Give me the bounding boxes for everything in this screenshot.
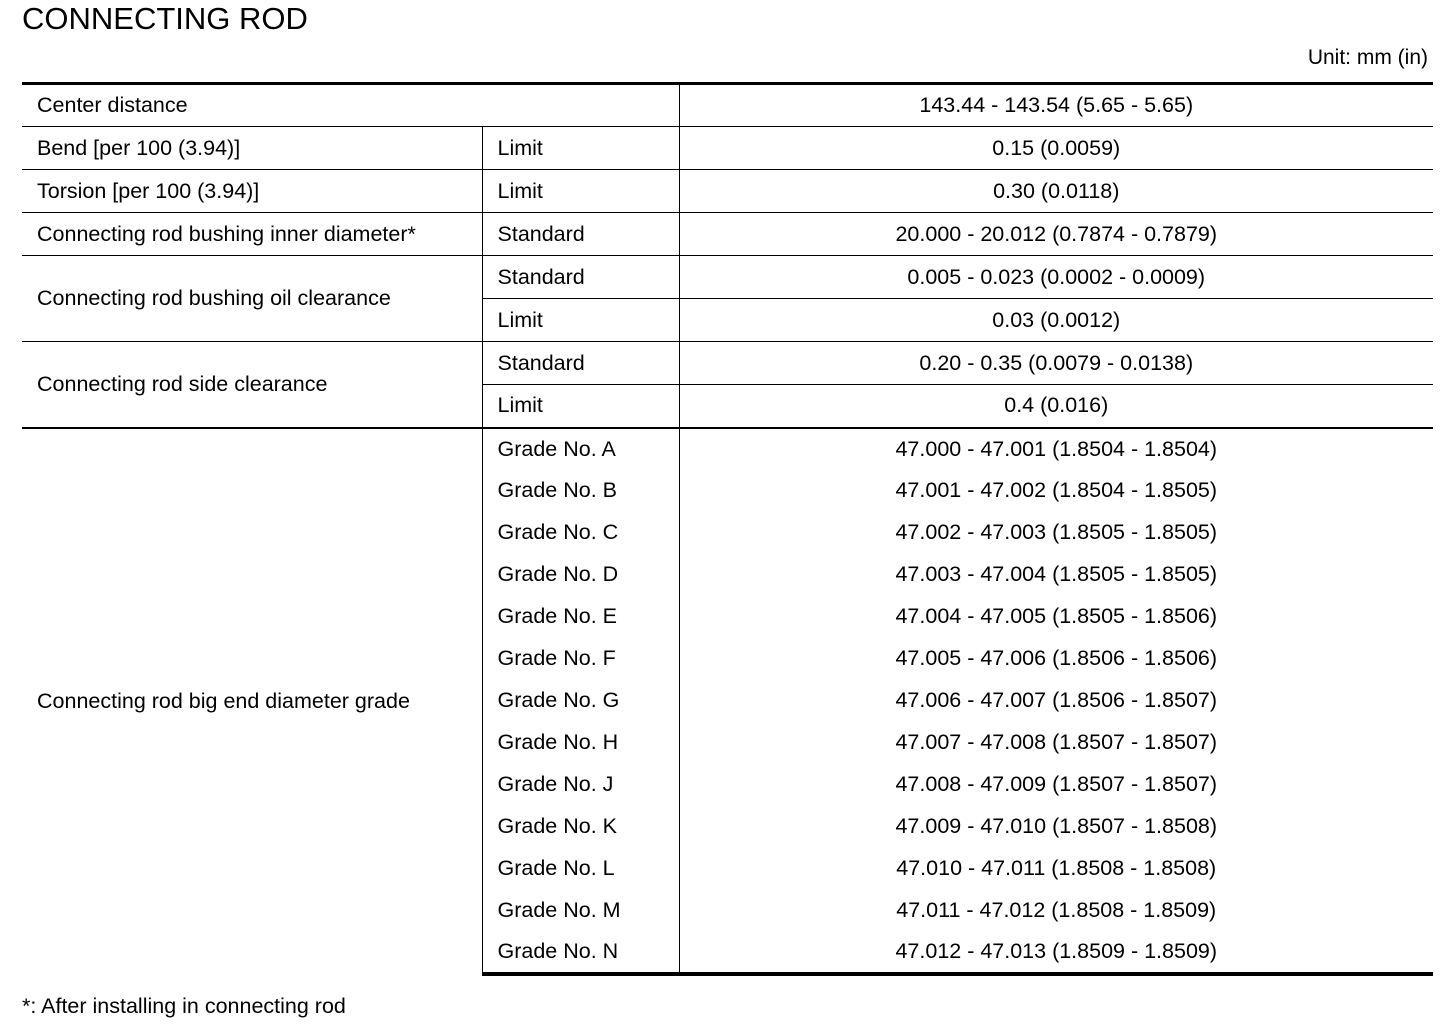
- grade-label: Grade No. N: [482, 932, 679, 974]
- table-row: [22, 256, 1433, 299]
- value-bushing-inner-diameter: 20.000 - 20.012 (0.7874 - 0.7879): [679, 213, 1433, 256]
- item-torsion: Torsion [per 100 (3.94)]: [22, 170, 482, 213]
- table-row: [22, 342, 1433, 385]
- grade-value: 47.008 - 47.009 (1.8507 - 1.8507): [895, 772, 1218, 796]
- table-row: [22, 213, 1433, 256]
- grade-label: Grade No. A: [482, 428, 679, 470]
- value-torsion: 0.30 (0.0118): [679, 170, 1433, 213]
- grade-value: 47.004 - 47.005 (1.8505 - 1.8506): [895, 604, 1218, 628]
- item-bushing-oil-clearance: Connecting rod bushing oil clearance: [22, 256, 482, 342]
- footnote: *: After installing in connecting rod: [22, 994, 346, 1018]
- unit-label: Unit: mm (in): [1307, 46, 1428, 69]
- table-row: [22, 84, 1433, 127]
- condition-side-clearance-standard: Standard: [482, 342, 679, 385]
- page-title: CONNECTING ROD: [22, 1, 308, 36]
- grade-label: Grade No. B: [482, 470, 679, 512]
- grade-value: 47.005 - 47.006 (1.8506 - 1.8506): [895, 646, 1218, 670]
- item-big-end-diameter-grade: Connecting rod big end diameter grade: [22, 428, 482, 974]
- grade-value: 47.009 - 47.010 (1.8507 - 1.8508): [895, 814, 1218, 838]
- value-side-clearance-standard: 0.20 - 0.35 (0.0079 - 0.0138): [679, 342, 1433, 385]
- table-row: [22, 428, 1433, 470]
- value-bushing-oil-clearance-standard: 0.005 - 0.023 (0.0002 - 0.0009): [679, 256, 1433, 299]
- grade-label: Grade No. K: [482, 806, 679, 848]
- grade-value: 47.010 - 47.011 (1.8508 - 1.8508): [896, 856, 1217, 880]
- grade-label: Grade No. D: [482, 554, 679, 596]
- item-bushing-inner-diameter: Connecting rod bushing inner diameter*: [22, 213, 482, 256]
- grade-label: Grade No. E: [482, 596, 679, 638]
- item-side-clearance: Connecting rod side clearance: [22, 342, 482, 428]
- table-row: [22, 170, 1433, 213]
- condition-torsion: Limit: [482, 170, 679, 213]
- table-row: [22, 127, 1433, 170]
- grade-value: 47.006 - 47.007 (1.8506 - 1.8507): [895, 688, 1218, 712]
- grade-value: 47.007 - 47.008 (1.8507 - 1.8507): [895, 730, 1218, 754]
- value-bend: 0.15 (0.0059): [679, 127, 1433, 170]
- grade-value: 47.002 - 47.003 (1.8505 - 1.8505): [895, 520, 1218, 544]
- value-center-distance: 143.44 - 143.54 (5.65 - 5.65): [679, 84, 1433, 127]
- condition-side-clearance-limit: Limit: [482, 385, 679, 428]
- grade-label: Grade No. C: [482, 512, 679, 554]
- connecting-rod-spec-table: [22, 82, 1433, 976]
- grade-value: 47.000 - 47.001 (1.8504 - 1.8504): [679, 428, 1433, 470]
- grade-value: 47.012 - 47.013 (1.8509 - 1.8509): [679, 932, 1433, 974]
- grade-value: 47.001 - 47.002 (1.8504 - 1.8505): [895, 478, 1218, 502]
- condition-bushing-oil-clearance-standard: Standard: [482, 256, 679, 299]
- value-bushing-oil-clearance-limit: 0.03 (0.0012): [679, 299, 1433, 342]
- value-side-clearance-limit: 0.4 (0.016): [679, 385, 1433, 428]
- condition-bend: Limit: [482, 127, 679, 170]
- grade-value: 47.011 - 47.012 (1.8508 - 1.8509): [896, 898, 1217, 922]
- condition-bushing-oil-clearance-limit: Limit: [482, 299, 679, 342]
- grade-label: Grade No. F: [482, 638, 679, 680]
- grade-label: Grade No. G: [482, 680, 679, 722]
- grade-label: Grade No. M: [482, 890, 679, 932]
- item-bend: Bend [per 100 (3.94)]: [22, 127, 482, 170]
- grade-label: Grade No. J: [482, 764, 679, 806]
- item-center-distance: Center distance: [22, 84, 679, 127]
- condition-bushing-inner-diameter: Standard: [482, 213, 679, 256]
- grade-label: Grade No. L: [482, 848, 679, 890]
- grade-label: Grade No. H: [482, 722, 679, 764]
- grade-value: 47.003 - 47.004 (1.8505 - 1.8505): [895, 562, 1218, 586]
